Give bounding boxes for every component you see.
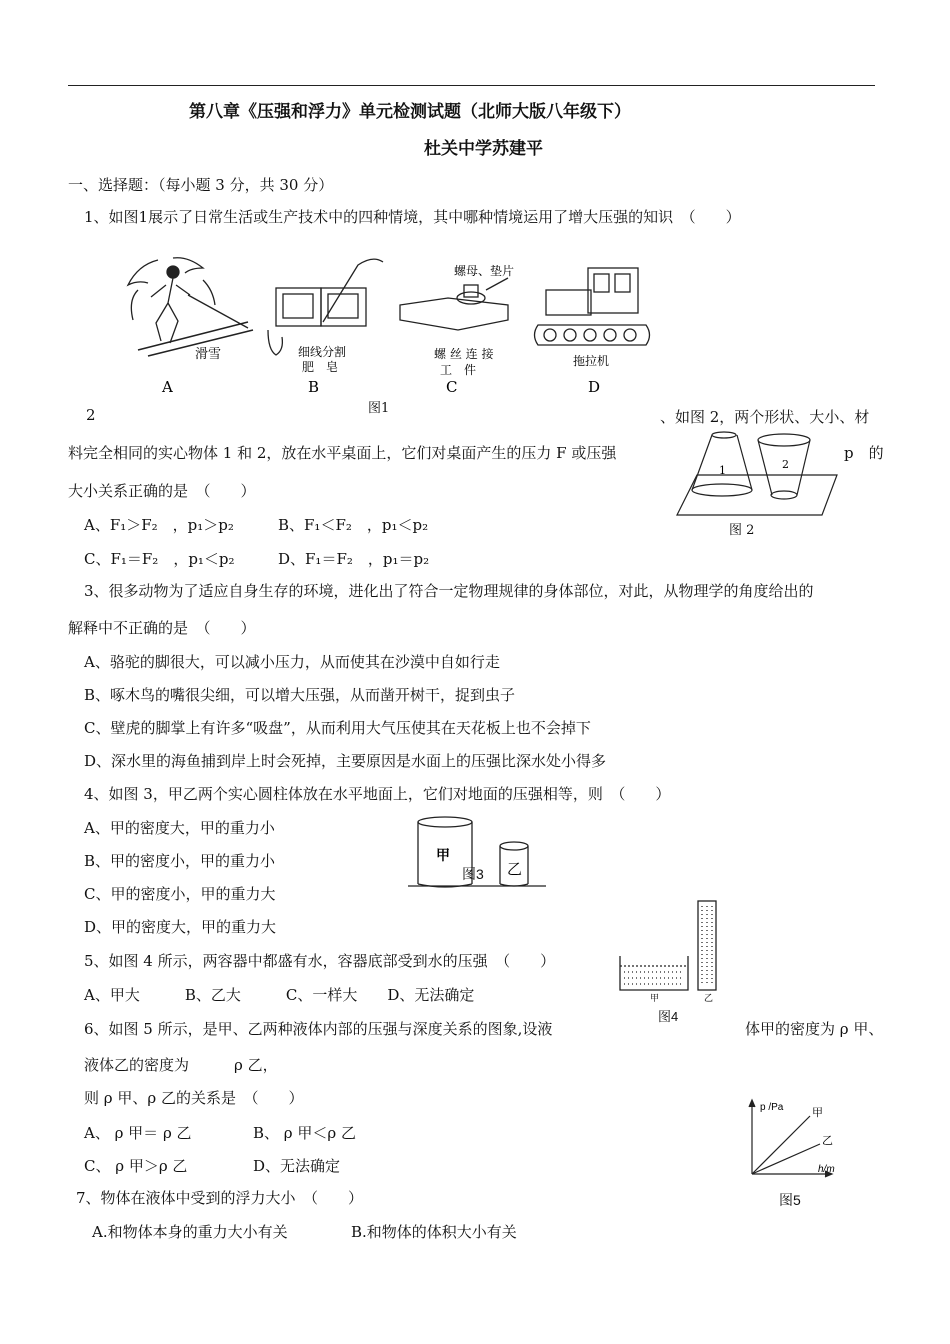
q1-letter-b: B [308, 378, 320, 396]
q5-stem: 5、如图 4 所示，两容器中都盛有水，容器底部受到水的压强 （ ） [84, 952, 556, 970]
q6-stem-1-right: 体甲的密度为 ρ 甲、 [745, 1020, 884, 1038]
figure-2-label: 图 2 [729, 523, 755, 538]
q3-stem-2: 解释中不正确的是 （ ） [68, 619, 256, 637]
q6-option-c: C、 ρ 甲＞ρ 乙 [84, 1157, 188, 1175]
q7-option-b: B.和物体的体积大小有关 [351, 1223, 517, 1241]
q7-option-a: A.和物体本身的重力大小有关 [92, 1223, 288, 1241]
q4-option-d: D、甲的密度大，甲的重力大 [84, 918, 277, 936]
q3-option-b: B、啄木鸟的嘴很尖细，可以增大压强，从而凿开树干，捉到虫子 [84, 686, 516, 704]
line-jia [752, 1116, 810, 1174]
figure-3-label: 图3 [462, 866, 484, 882]
q4-option-a: A、甲的密度大，甲的重力小 [84, 819, 275, 837]
graph-xlabel: h/m [818, 1164, 835, 1175]
q1-caption-nut: 螺母、垫片 [454, 264, 515, 278]
figure-3-drawing [408, 812, 548, 902]
cylinder-yi-label: 乙 [507, 861, 523, 878]
figure-4 [618, 898, 728, 1007]
bolt-illustration [400, 278, 508, 330]
skier-illustration [128, 258, 253, 356]
q2-option-d: D、F₁＝F₂ ，p₁＝p₂ [278, 550, 430, 568]
page-title: 第八章《压强和浮力》单元检测试题（北师大版八年级下） [189, 102, 631, 122]
q2-stem-right: 、如图 2，两个形状、大小、材 [660, 408, 870, 426]
figure-4-drawing [618, 898, 728, 1003]
q4-stem: 4、如图 3，甲乙两个实心圆柱体放在水平地面上，它们对地面的压强相等，则 （ ） [84, 785, 671, 803]
object-1-label: 1 [719, 464, 726, 477]
object-2-label: 2 [782, 458, 789, 471]
q6-stem-2: 液体乙的密度为 ρ 乙， [84, 1056, 278, 1074]
q5-options: A、甲大 B、乙大 C、一样大 D、无法确定 [84, 986, 475, 1004]
q1-letter-a: A [162, 378, 173, 396]
soap-illustration [268, 259, 383, 355]
q2-stem-p: p 的 [844, 444, 884, 462]
q1-caption-bolt-2: 工 件 [440, 363, 477, 377]
q4-option-b: B、甲的密度小，甲的重力小 [84, 852, 276, 870]
figure-4-label: 图4 [658, 1009, 679, 1024]
container-jia-label: 甲 [650, 994, 660, 1004]
q3-option-c: C、壁虎的脚掌上有许多“吸盘”，从而利用大气压使其在天花板上也不会掉下 [84, 719, 591, 737]
q6-option-d: D、无法确定 [253, 1157, 341, 1175]
q7-stem: 7、物体在液体中受到的浮力大小 （ ） [76, 1189, 364, 1207]
figure-5-graph [742, 1094, 852, 1184]
q2-stem-line2: 料完全相同的实心物体 1 和 2，放在水平桌面上，它们对桌面产生的压力 F 或压强 [68, 444, 617, 462]
line-yi [752, 1144, 820, 1174]
q2-option-c: C、F₁＝F₂ ，p₁＜p₂ [84, 550, 235, 568]
q1-stem: 1、如图1展示了日常生活或生产技术中的四种情境，其中哪种情境运用了增大压强的知识 （ ） [84, 208, 741, 226]
q1-caption-ski: 滑雪 [195, 347, 222, 362]
figure-5 [742, 1094, 852, 1188]
q1-caption-soap-1: 细线分割 [298, 345, 347, 359]
q6-option-b: B、 ρ 甲＜ρ 乙 [253, 1124, 356, 1142]
tractor-illustration [535, 268, 650, 345]
q6-stem-1: 6、如图 5 所示，是甲、乙两种液体内部的压强与深度关系的图象,设液 [84, 1020, 553, 1038]
figure-5-label: 图5 [779, 1192, 801, 1208]
q2-stem-line3: 大小关系正确的是 （ ） [68, 482, 256, 500]
author-line: 杜关中学苏建平 [424, 139, 543, 159]
q1-caption-bolt-1: 螺 丝 连 接 [434, 347, 494, 361]
q6-option-a: A、 ρ 甲＝ ρ 乙 [84, 1124, 192, 1142]
q1-letter-c: C [446, 378, 458, 396]
section-heading: 一、选择题：（每小题 3 分，共 30 分） [68, 176, 334, 194]
figure-1-drawing [118, 250, 658, 400]
graph-ylabel: p /Pa [760, 1102, 784, 1113]
cylinder-jia-label: 甲 [436, 847, 450, 863]
q6-stem-3: 则 ρ 甲、ρ 乙的关系是 （ ） [84, 1089, 304, 1107]
q3-stem-1: 3、很多动物为了适应自身生存的环境，进化出了符合一定物理规律的身体部位，对此，从物理学的角度给出的 [84, 582, 814, 600]
q2-option-a: A、F₁＞F₂ ，p₁＞p₂ [84, 516, 234, 534]
q2-option-b: B、F₁＜F₂ ，p₁＜p₂ [278, 516, 429, 534]
figure-1-label: 图1 [368, 401, 390, 416]
q1-letter-d: D [588, 378, 601, 396]
graph-label-jia: 甲 [812, 1106, 823, 1119]
q1-caption-soap-2: 肥 皂 [302, 360, 339, 374]
q3-option-a: A、骆驼的脚很大，可以减小压力，从而使其在沙漠中自如行走 [84, 653, 500, 671]
figure-2-drawing [672, 430, 842, 520]
figure-2 [672, 430, 842, 524]
container-yi-label: 乙 [704, 994, 714, 1004]
q3-option-d: D、深水里的海鱼捕到岸上时会死掉，主要原因是水面上的压强比深水处小得多 [84, 752, 607, 770]
graph-label-yi: 乙 [822, 1134, 833, 1147]
figure-1 [118, 250, 658, 404]
top-rule [68, 85, 875, 86]
figure-3 [408, 812, 548, 906]
q2-number: 2 [86, 406, 96, 424]
q1-caption-tractor: 拖拉机 [573, 354, 610, 368]
q4-option-c: C、甲的密度小，甲的重力大 [84, 885, 276, 903]
